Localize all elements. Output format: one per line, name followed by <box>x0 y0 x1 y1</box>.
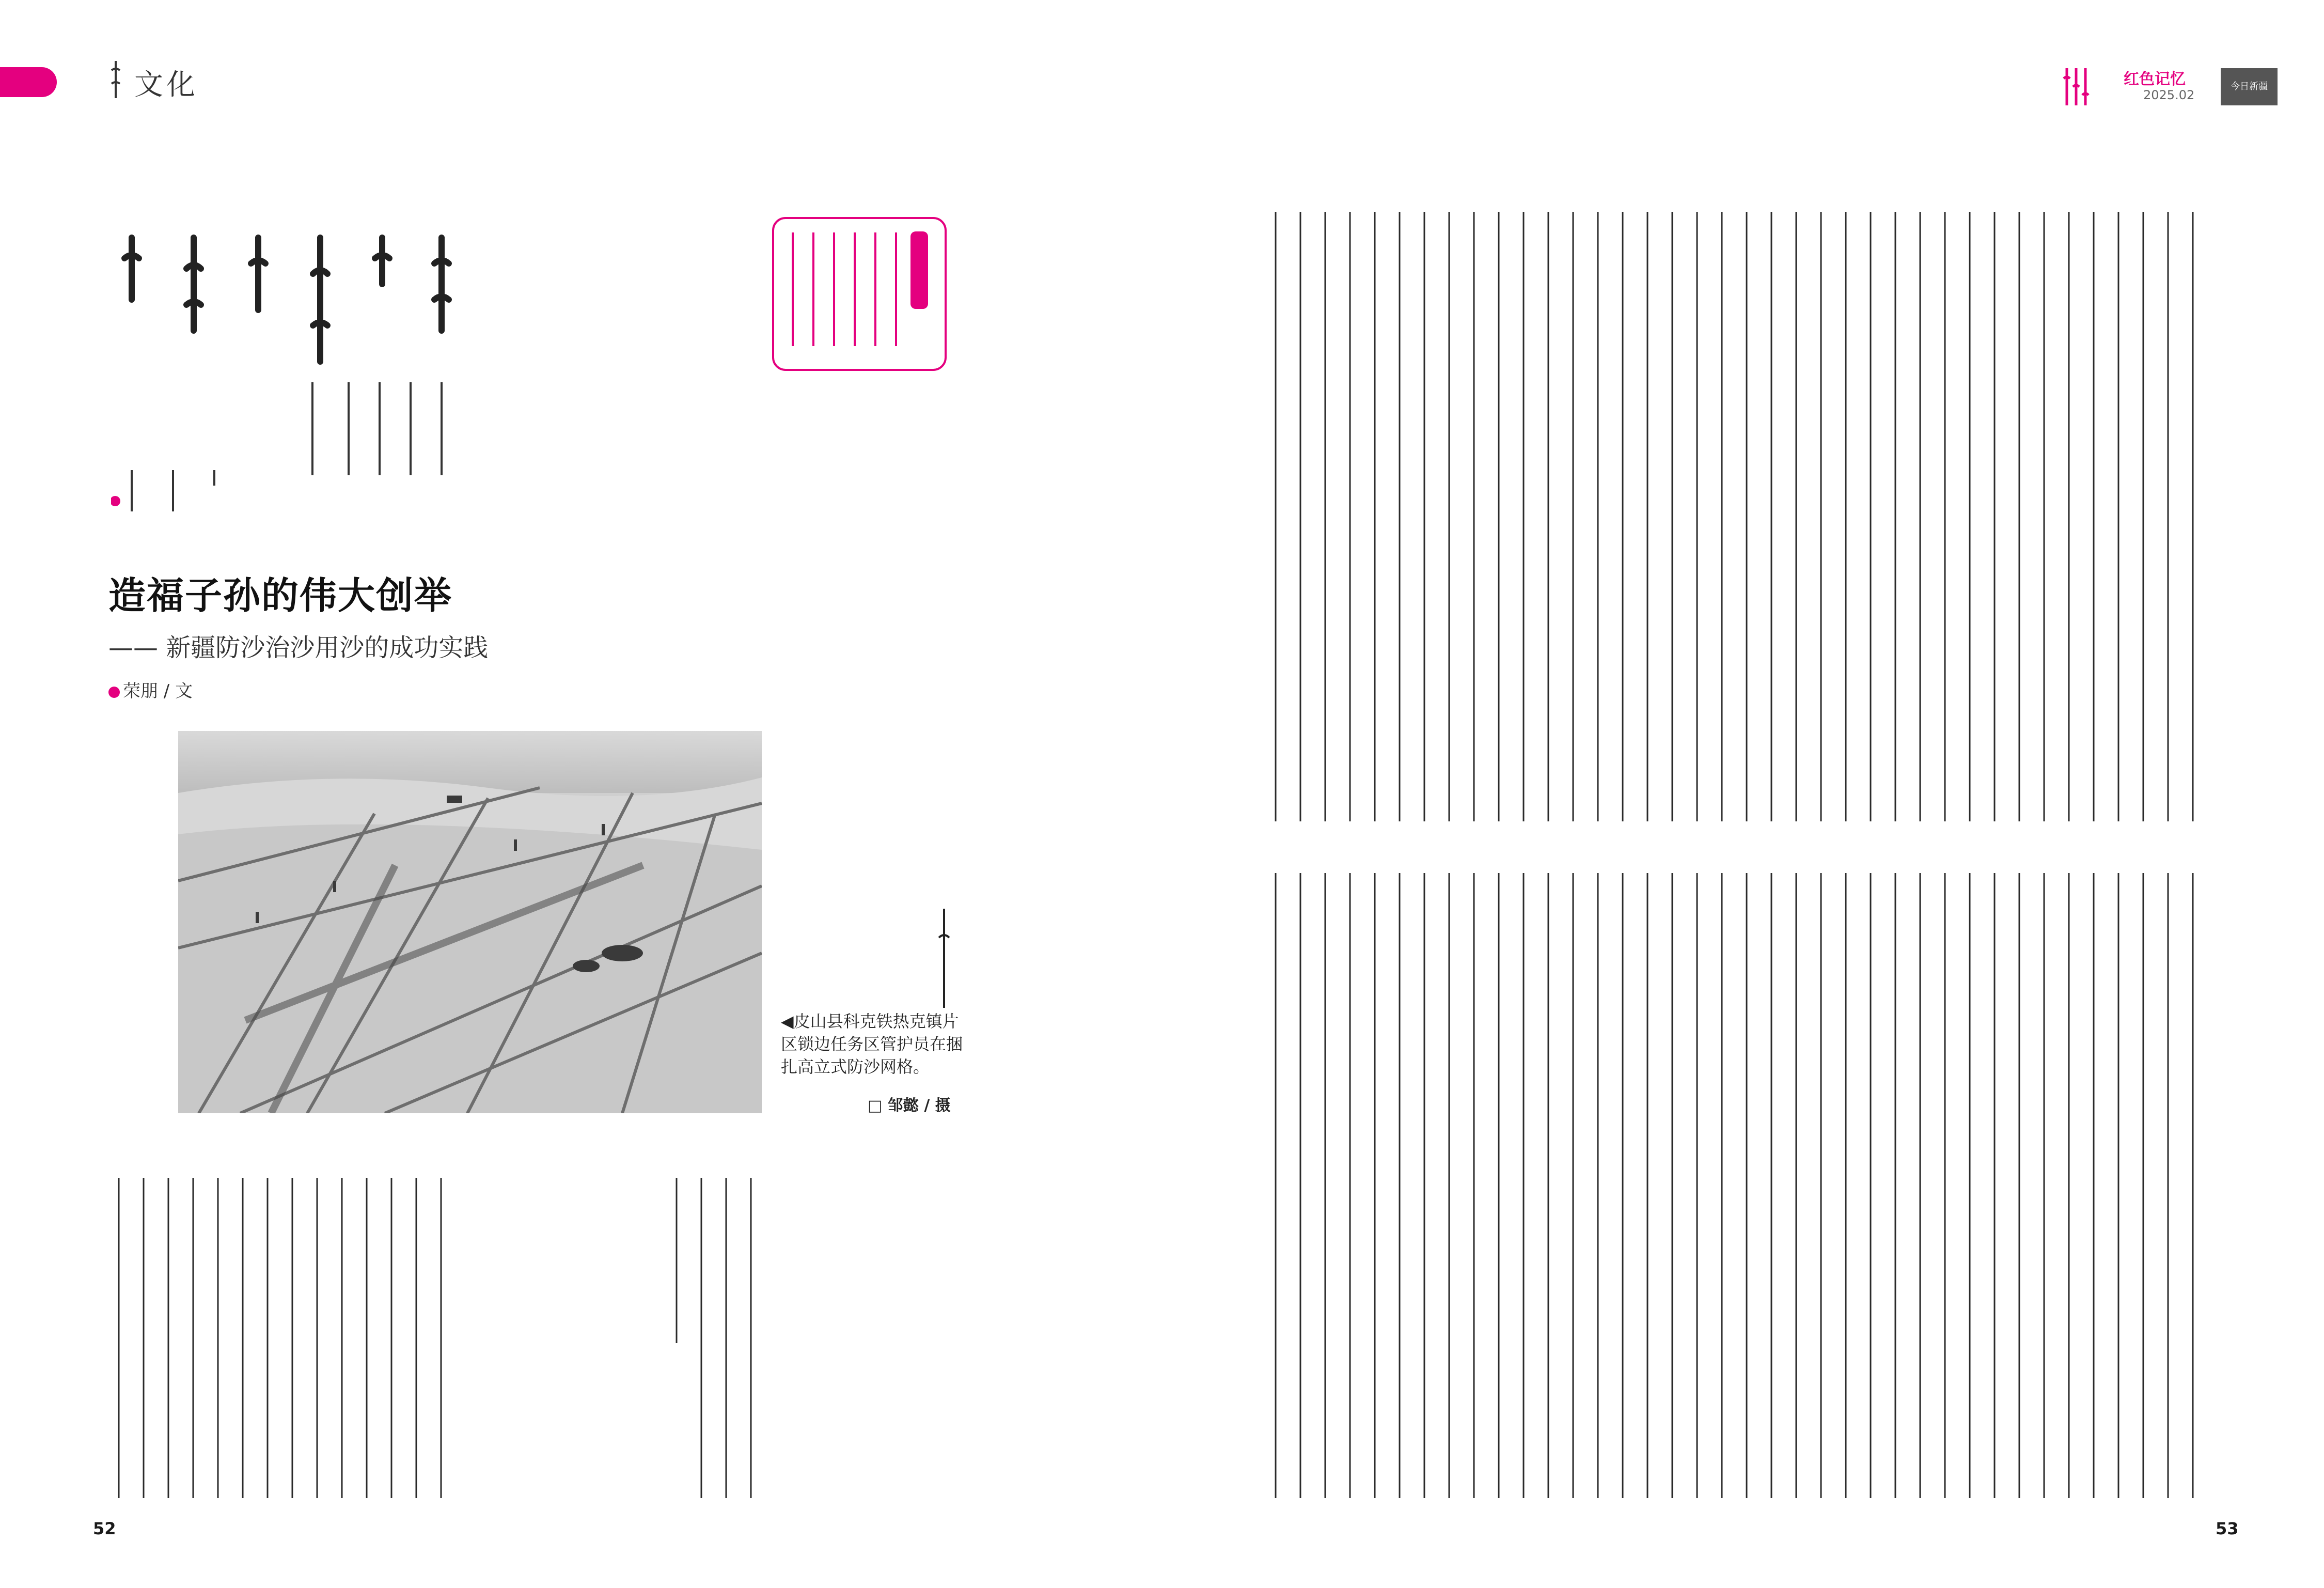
mongolian-intro-text <box>782 227 932 356</box>
sand-barrier-photo-illustration <box>178 731 762 1113</box>
article-subtitle: —— 新疆防沙治沙用沙的成功实践 <box>108 633 489 662</box>
photo-credit-mongolian-glyph <box>934 907 954 1014</box>
section-tab <box>0 67 57 97</box>
brand-date: 2025.02 <box>2143 88 2195 102</box>
photo-caption: ◀皮山县科克铁热克镇片区锁边任务区管护员在捆扎高立式防沙网格。 <box>781 1011 963 1077</box>
page-number-left: 52 <box>93 1519 116 1538</box>
body-text-left-bottom <box>108 1173 780 1503</box>
body-text-right-top <box>1265 207 2221 827</box>
section-mongolian-glyph <box>109 60 122 99</box>
byline-text: 荣朋 / 文 <box>123 681 193 702</box>
byline-dot-icon <box>108 687 120 698</box>
brand-title: 红色记忆 <box>2124 70 2186 88</box>
mongolian-title <box>111 227 462 517</box>
photo-credit: □ 邹懿 / 摄 <box>868 1097 951 1115</box>
article-byline <box>108 677 193 702</box>
section-name: 文化 <box>134 68 198 102</box>
article-photo <box>178 731 762 1113</box>
brand-mongolian-mark <box>2061 66 2092 107</box>
body-text-right-bottom <box>1265 868 2221 1503</box>
article-title: 造福子孙的伟大创举 <box>108 574 453 617</box>
page-number-right: 53 <box>2216 1519 2239 1538</box>
brand-logo: 今日新疆 <box>2221 68 2278 105</box>
